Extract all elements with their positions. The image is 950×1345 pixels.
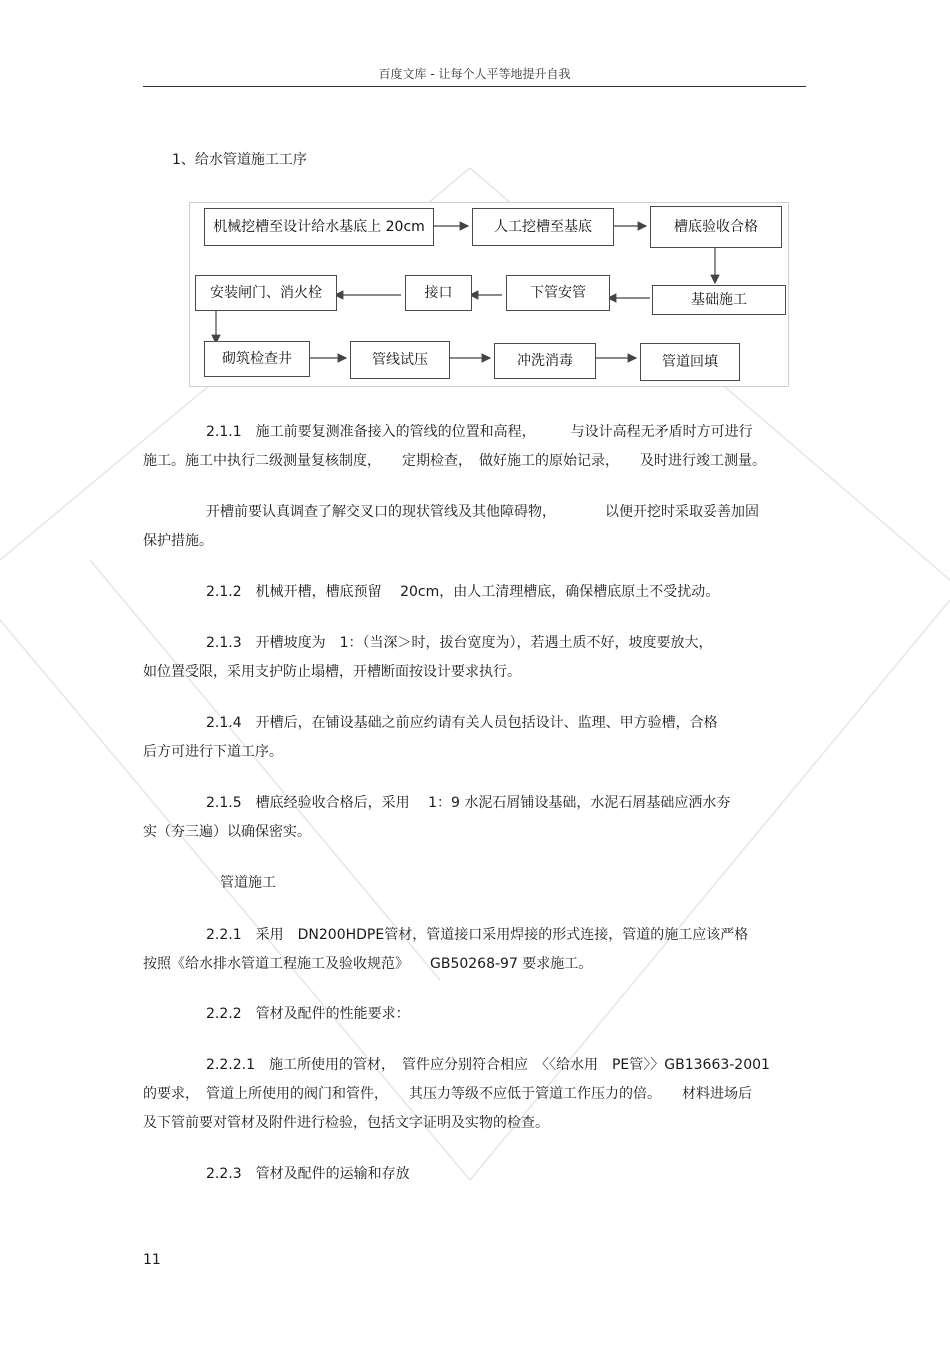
paragraph-line: 保护措施。 — [143, 533, 213, 549]
flow-step-backfill: 管道回填 — [640, 343, 740, 381]
paragraph-line: 2.1.1 施工前要复测准备接入的管线的位置和高程， 与设计高程无矛盾时方可进行 — [206, 424, 753, 440]
page-header — [143, 64, 806, 87]
paragraph-line: 2.2.3 管材及配件的运输和存放 — [206, 1166, 410, 1182]
paragraph-2-2-2 — [143, 1000, 813, 1029]
paragraph-2-2-1 — [143, 921, 813, 979]
paragraph-2-1-1 — [143, 418, 813, 476]
paragraph-line: 2.1.3 开槽坡度为 1：（当深＞时，拔台宽度为），若遇土质不好，坡度要放大， — [206, 635, 713, 651]
flow-step-pipe-laying: 下管安管 — [506, 275, 610, 311]
paragraph-line: 2.1.4 开槽后，在铺设基础之前应约请有关人员包括设计、监理、甲方验槽，合格 — [206, 715, 718, 731]
header-text: 百度文库 - 让每个人平等地提升自我 — [378, 67, 571, 81]
paragraph-line: 按照《给水排水管道工程施工及验收规范》 GB50268-97 要求施工。 — [143, 956, 593, 972]
paragraph-2-2-2-1 — [143, 1051, 813, 1138]
paragraph-line: 如位置受限，采用支护防止塌槽，开槽断面按设计要求执行。 — [143, 664, 521, 680]
paragraph-line: 2.2.2.1 施工所使用的管材， 管件应分别符合相应 〈〈给水用 PE管〉〉GB13663-2001 — [206, 1057, 770, 1073]
paragraph-2-1-4 — [143, 709, 813, 767]
paragraph-line: 后方可进行下道工序。 — [143, 744, 283, 760]
paragraph-line: 及下管前要对管材及附件进行检验，包括文字证明及实物的检查。 — [143, 1115, 549, 1131]
paragraph-line: 的要求， 管道上所使用的阀门和管件， 其压力等级不应低于管道工作压力的倍。 材料进场后 — [143, 1086, 752, 1102]
flow-step-machine-trench: 机械挖槽至设计给水基底上 20cm — [204, 208, 434, 246]
paragraph-2-2-3 — [143, 1160, 813, 1189]
flow-step-joint: 接口 — [405, 275, 472, 311]
paragraph-line: 实（夯三遍）以确保密实。 — [143, 824, 311, 840]
flow-step-trench-inspection: 槽底验收合格 — [650, 206, 782, 248]
subheading-pipe-construction — [143, 869, 813, 898]
paragraph-trench-survey — [143, 498, 813, 556]
paragraph-line: 2.2.1 采用 DN200HDPE管材，管道接口采用焊接的形式连接，管道的施工应该严格 — [206, 927, 749, 943]
page-number: 11 — [143, 1252, 161, 1268]
paragraph-2-1-2 — [143, 578, 813, 607]
paragraph-line: 2.2.2 管材及配件的性能要求： — [206, 1006, 410, 1022]
flowchart — [189, 202, 789, 387]
flow-step-pressure-test: 管线试压 — [350, 341, 450, 379]
flow-step-manual-trench: 人工挖槽至基底 — [472, 208, 614, 246]
paragraph-line: 管道施工 — [206, 875, 276, 891]
flow-step-inspection-well: 砌筑检查井 — [204, 341, 310, 377]
section-title: 1、给水管道施工工序 — [172, 152, 307, 168]
flow-step-flush-disinfect: 冲洗消毒 — [494, 343, 596, 379]
paragraph-line: 2.1.2 机械开槽，槽底预留 20cm，由人工清理槽底，确保槽底原土不受扰动。 — [206, 584, 720, 600]
paragraph-line: 2.1.5 槽底经验收合格后，采用 1：9 水泥石屑铺设基础，水泥石屑基础应洒水夯 — [206, 795, 731, 811]
paragraph-line: 施工。施工中执行二级测量复核制度， 定期检查， 做好施工的原始记录， 及时进行竣工测量。 — [143, 453, 766, 469]
flow-step-install-valves: 安装闸门、消火栓 — [195, 275, 337, 311]
paragraph-2-1-5 — [143, 789, 813, 847]
paragraph-line: 开槽前要认真调查了解交叉口的现状管线及其他障碍物， 以便开挖时采取妥善加固 — [206, 504, 759, 520]
paragraph-2-1-3 — [143, 629, 813, 687]
flow-step-foundation: 基础施工 — [652, 285, 786, 315]
